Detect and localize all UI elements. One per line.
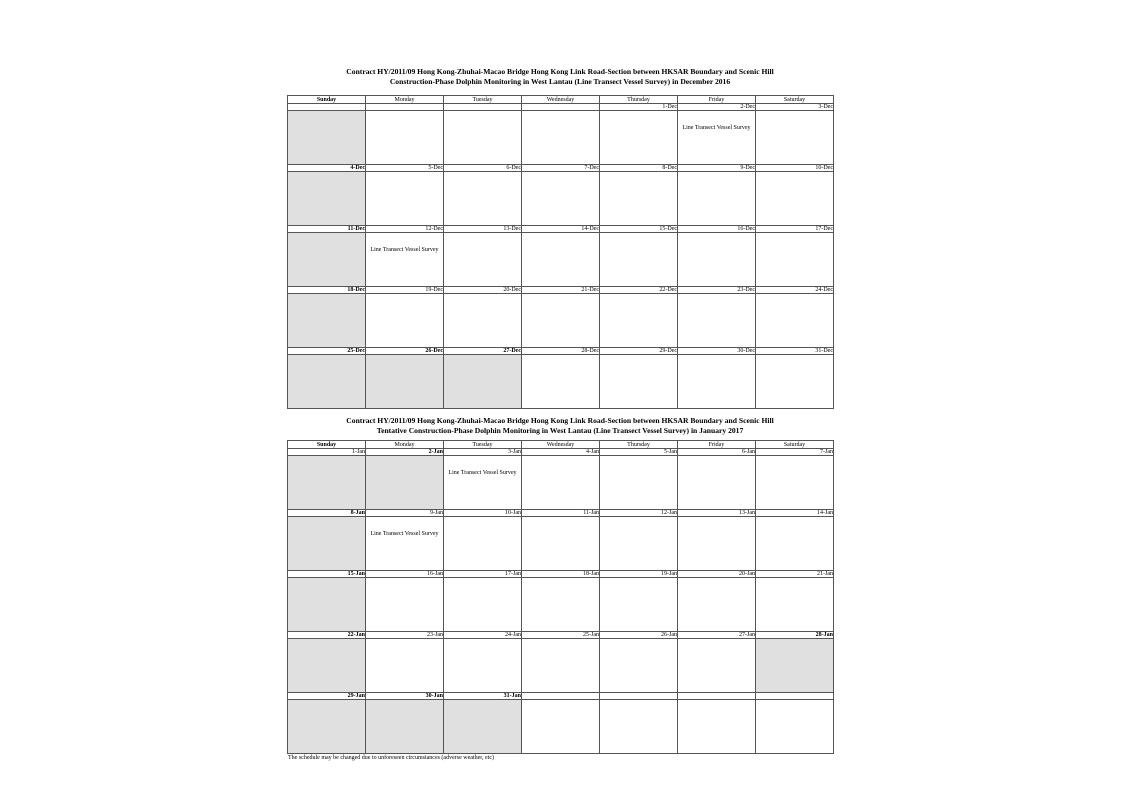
day-date <box>756 693 834 700</box>
date-row <box>288 510 834 517</box>
day-date <box>600 693 678 700</box>
day-cell <box>678 517 756 571</box>
january-title-line1: Contract HY/2011/09 Hong Kong-Zhuhai-Macao Bridge Hong Kong Link Road-Section between HKSAR Boundary and Scenic Hill <box>346 416 774 425</box>
day-cell <box>522 294 600 348</box>
day-cell <box>366 517 444 571</box>
day-cell <box>366 233 444 287</box>
day-cell <box>366 578 444 632</box>
day-cell <box>600 639 678 693</box>
weekday-friday: Friday <box>678 441 756 449</box>
day-date: 4-Dec <box>288 165 366 172</box>
day-date: 31-Dec <box>756 348 834 355</box>
january-title-line2: Tentative Construction-Phase Dolphin Monitoring in West Lantau (Line Transect Vessel Survey) in January 2017 <box>376 426 744 435</box>
day-cell <box>522 172 600 226</box>
day-date: 26-Jan <box>600 632 678 639</box>
day-date: 17-Jan <box>444 571 522 578</box>
day-date: 21-Dec <box>522 287 600 294</box>
day-date: 18-Dec <box>288 287 366 294</box>
day-date: 24-Dec <box>756 287 834 294</box>
day-cell <box>522 578 600 632</box>
january-calendar <box>287 440 834 754</box>
day-body-row <box>288 639 834 693</box>
day-date: 2-Jan <box>366 449 444 456</box>
day-cell <box>444 639 522 693</box>
day-cell <box>756 355 834 409</box>
survey-event: Line Transect Vessel Survey <box>370 531 439 537</box>
day-date: 30-Dec <box>678 348 756 355</box>
day-date <box>444 104 522 111</box>
day-cell <box>444 517 522 571</box>
day-cell <box>756 294 834 348</box>
day-cell <box>288 172 366 226</box>
day-cell <box>366 172 444 226</box>
date-row <box>288 165 834 172</box>
date-row <box>288 226 834 233</box>
weekday-thursday: Thursday <box>600 96 678 104</box>
day-cell <box>756 639 834 693</box>
day-cell <box>678 233 756 287</box>
date-row <box>288 449 834 456</box>
day-cell <box>600 355 678 409</box>
day-date: 15-Dec <box>600 226 678 233</box>
day-date: 3-Dec <box>756 104 834 111</box>
day-body-row <box>288 172 834 226</box>
day-date: 23-Dec <box>678 287 756 294</box>
day-cell <box>600 172 678 226</box>
day-cell <box>756 700 834 754</box>
day-cell <box>756 578 834 632</box>
day-cell <box>288 700 366 754</box>
day-cell <box>444 355 522 409</box>
day-date: 12-Jan <box>600 510 678 517</box>
day-cell <box>522 639 600 693</box>
day-date: 6-Jan <box>678 449 756 456</box>
day-body-row <box>288 578 834 632</box>
day-cell <box>288 111 366 165</box>
date-row <box>288 348 834 355</box>
weekday-sunday: Sunday <box>288 96 366 104</box>
day-date: 19-Jan <box>600 571 678 578</box>
day-cell <box>444 578 522 632</box>
day-cell <box>366 700 444 754</box>
day-cell <box>678 456 756 510</box>
day-cell <box>600 517 678 571</box>
day-date: 8-Jan <box>288 510 366 517</box>
day-date <box>366 104 444 111</box>
day-cell <box>288 294 366 348</box>
weekday-sunday: Sunday <box>288 441 366 449</box>
day-date <box>522 104 600 111</box>
day-cell <box>288 233 366 287</box>
weekday-header-row <box>288 96 834 104</box>
day-date: 24-Jan <box>444 632 522 639</box>
day-cell <box>756 456 834 510</box>
weekday-saturday: Saturday <box>756 96 834 104</box>
day-cell <box>522 456 600 510</box>
day-cell <box>756 233 834 287</box>
day-date: 10-Dec <box>756 165 834 172</box>
survey-event: Line Transect Vessel Survey <box>370 247 439 253</box>
day-date: 19-Dec <box>366 287 444 294</box>
day-cell <box>366 111 444 165</box>
day-cell <box>522 355 600 409</box>
day-date: 1-Dec <box>600 104 678 111</box>
day-date: 11-Jan <box>522 510 600 517</box>
survey-event: Line Transect Vessel Survey <box>448 470 517 476</box>
day-date: 28-Dec <box>522 348 600 355</box>
date-row <box>288 104 834 111</box>
december-title-line2: Construction-Phase Dolphin Monitoring in West Lantau (Line Transect Vessel Survey) in December 2016 <box>389 77 731 86</box>
day-cell <box>288 639 366 693</box>
day-cell <box>444 294 522 348</box>
day-cell <box>600 456 678 510</box>
day-date: 30-Jan <box>366 693 444 700</box>
december-title-line1: Contract HY/2011/09 Hong Kong-Zhuhai-Macao Bridge Hong Kong Link Road-Section between HKSAR Boundary and Scenic Hill <box>346 67 774 76</box>
day-date: 20-Dec <box>444 287 522 294</box>
day-cell <box>678 578 756 632</box>
day-cell <box>678 700 756 754</box>
day-body-row <box>288 456 834 510</box>
day-cell <box>366 456 444 510</box>
day-date: 14-Dec <box>522 226 600 233</box>
day-date: 2-Dec <box>678 104 756 111</box>
day-date <box>522 693 600 700</box>
day-date: 22-Jan <box>288 632 366 639</box>
day-body-row <box>288 517 834 571</box>
day-cell <box>288 456 366 510</box>
day-date: 25-Jan <box>522 632 600 639</box>
day-cell <box>756 517 834 571</box>
weekday-header-row <box>288 441 834 449</box>
day-cell <box>678 639 756 693</box>
day-body-row <box>288 111 834 165</box>
day-date: 16-Dec <box>678 226 756 233</box>
day-cell <box>366 355 444 409</box>
day-date: 14-Jan <box>756 510 834 517</box>
day-body-row <box>288 233 834 287</box>
day-cell <box>444 111 522 165</box>
day-date <box>678 693 756 700</box>
day-date: 5-Dec <box>366 165 444 172</box>
day-date: 21-Jan <box>756 571 834 578</box>
day-cell <box>366 639 444 693</box>
survey-event: Line Transect Vessel Survey <box>682 125 751 131</box>
day-date: 25-Dec <box>288 348 366 355</box>
day-date: 4-Jan <box>522 449 600 456</box>
day-date: 22-Dec <box>600 287 678 294</box>
day-date: 9-Dec <box>678 165 756 172</box>
day-date: 26-Dec <box>366 348 444 355</box>
day-date: 16-Jan <box>366 571 444 578</box>
day-cell <box>600 294 678 348</box>
date-row <box>288 632 834 639</box>
weekday-saturday: Saturday <box>756 441 834 449</box>
date-row <box>288 287 834 294</box>
day-date: 17-Dec <box>756 226 834 233</box>
day-cell <box>444 172 522 226</box>
day-date: 5-Jan <box>600 449 678 456</box>
date-row <box>288 571 834 578</box>
day-date: 8-Dec <box>600 165 678 172</box>
january-title <box>287 416 833 436</box>
day-cell <box>444 700 522 754</box>
day-cell <box>756 111 834 165</box>
weekday-monday: Monday <box>366 441 444 449</box>
day-cell <box>288 578 366 632</box>
day-date: 6-Dec <box>444 165 522 172</box>
day-date: 28-Jan <box>756 632 834 639</box>
day-cell <box>600 700 678 754</box>
december-title <box>287 67 833 87</box>
day-date: 7-Jan <box>756 449 834 456</box>
day-cell <box>600 111 678 165</box>
day-date: 27-Dec <box>444 348 522 355</box>
day-date: 7-Dec <box>522 165 600 172</box>
day-date: 29-Jan <box>288 693 366 700</box>
day-cell <box>678 355 756 409</box>
weekday-thursday: Thursday <box>600 441 678 449</box>
day-date: 13-Dec <box>444 226 522 233</box>
day-cell <box>366 294 444 348</box>
day-body-row <box>288 700 834 754</box>
day-cell <box>600 233 678 287</box>
day-date: 13-Jan <box>678 510 756 517</box>
day-date: 3-Jan <box>444 449 522 456</box>
day-cell <box>522 517 600 571</box>
day-date: 31-Jan <box>444 693 522 700</box>
day-date: 12-Dec <box>366 226 444 233</box>
day-date: 9-Jan <box>366 510 444 517</box>
date-row <box>288 693 834 700</box>
weekday-tuesday: Tuesday <box>444 96 522 104</box>
weekday-tuesday: Tuesday <box>444 441 522 449</box>
day-date: 23-Jan <box>366 632 444 639</box>
december-calendar <box>287 95 834 409</box>
day-date: 10-Jan <box>444 510 522 517</box>
day-cell <box>756 172 834 226</box>
day-cell <box>678 172 756 226</box>
day-cell <box>288 355 366 409</box>
weekday-wednesday: Wednesday <box>522 96 600 104</box>
day-date <box>288 104 366 111</box>
day-date: 15-Jan <box>288 571 366 578</box>
day-date: 20-Jan <box>678 571 756 578</box>
weekday-friday: Friday <box>678 96 756 104</box>
day-date: 29-Dec <box>600 348 678 355</box>
day-date: 27-Jan <box>678 632 756 639</box>
day-cell <box>600 578 678 632</box>
day-cell <box>444 456 522 510</box>
day-body-row <box>288 294 834 348</box>
day-date: 1-Jan <box>288 449 366 456</box>
day-cell <box>522 111 600 165</box>
day-cell <box>522 700 600 754</box>
day-cell <box>678 294 756 348</box>
day-date: 18-Jan <box>522 571 600 578</box>
day-date: 11-Dec <box>288 226 366 233</box>
day-cell <box>678 111 756 165</box>
schedule-footnote: The schedule may be changed due to unforeseen circumstances (adverse weather, etc) <box>288 755 494 761</box>
day-cell <box>288 517 366 571</box>
day-body-row <box>288 355 834 409</box>
day-cell <box>444 233 522 287</box>
weekday-wednesday: Wednesday <box>522 441 600 449</box>
weekday-monday: Monday <box>366 96 444 104</box>
day-cell <box>522 233 600 287</box>
